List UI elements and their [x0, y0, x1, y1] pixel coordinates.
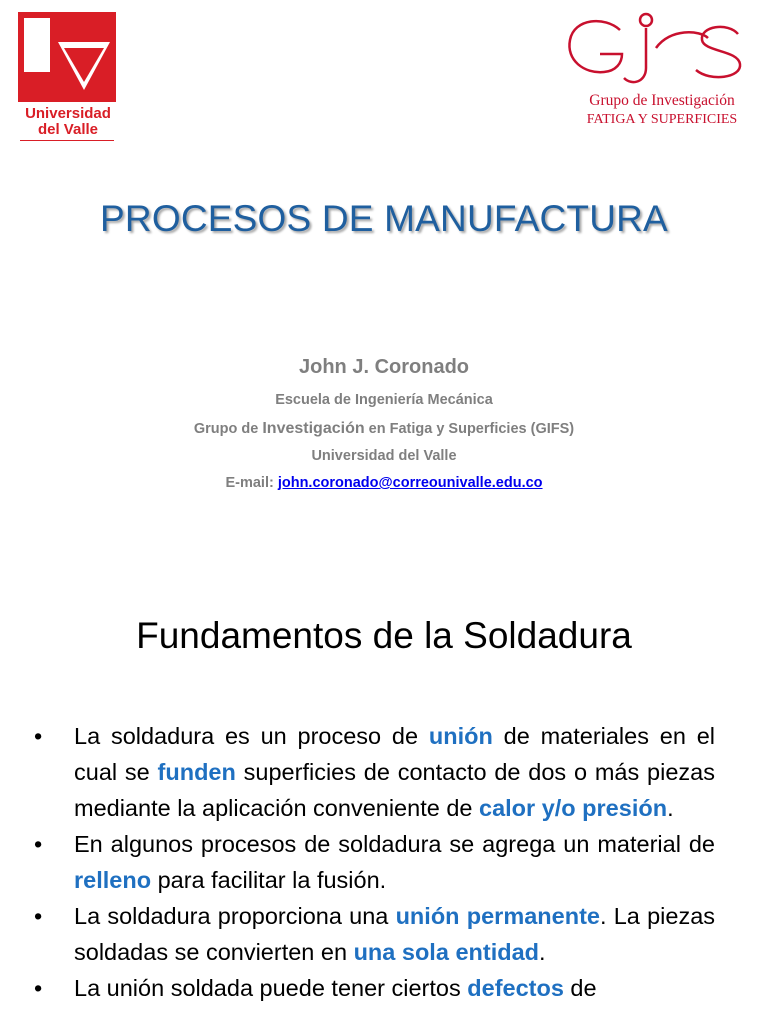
email-line — [0, 475, 768, 491]
list-item: • En algunos procesos de soldadura se agrega un material de relleno para facilitar la fusión. — [0, 826, 768, 898]
bullet-icon: • — [34, 903, 43, 929]
univalle-logo — [18, 12, 118, 142]
email-label: E-mail: — [225, 475, 278, 491]
university-name: Universidad del Valle — [311, 448, 457, 464]
bullet-icon: • — [34, 831, 43, 857]
divider — [20, 140, 114, 141]
univalle-emblem-icon — [18, 12, 116, 102]
list-item: • La soldadura es un proceso de unión de materiales en el cual se funden superficies de contacto de dos o más piezas mediante la aplicación conveniente de calor y/o presión. — [0, 718, 768, 826]
bullet-icon: • — [34, 723, 43, 749]
list-item: • La unión soldada puede tener ciertos defectos de — [0, 970, 768, 1006]
bullet-list — [0, 718, 768, 1006]
list-item: • La soldadura proporciona una unión permanente. La piezas soldadas se convierten en una sola entidad. — [0, 898, 768, 970]
gifs-line1: Grupo de Investigación — [589, 92, 735, 109]
author-name: John J. Coronado — [299, 356, 469, 378]
section-title: Fundamentos de la Soldadura — [136, 615, 632, 656]
gifs-line2: FATIGA Y SUPERFICIES — [586, 112, 738, 127]
research-group: Grupo de Investigación en Fatiga y Superficies (GIFS) — [193, 420, 575, 437]
gifs-mark-icon — [560, 8, 764, 92]
page-title: PROCESOS DE MANUFACTURA — [100, 198, 668, 239]
school-name: Escuela de Ingeniería Mecánica — [275, 392, 493, 408]
univalle-wordmark: Universidad del Valle — [25, 105, 111, 138]
gifs-logo — [560, 8, 764, 138]
content-slide — [0, 575, 768, 1035]
bullet-icon: • — [34, 975, 43, 1001]
email-link[interactable]: john.coronado@correounivalle.edu.co — [277, 475, 543, 491]
